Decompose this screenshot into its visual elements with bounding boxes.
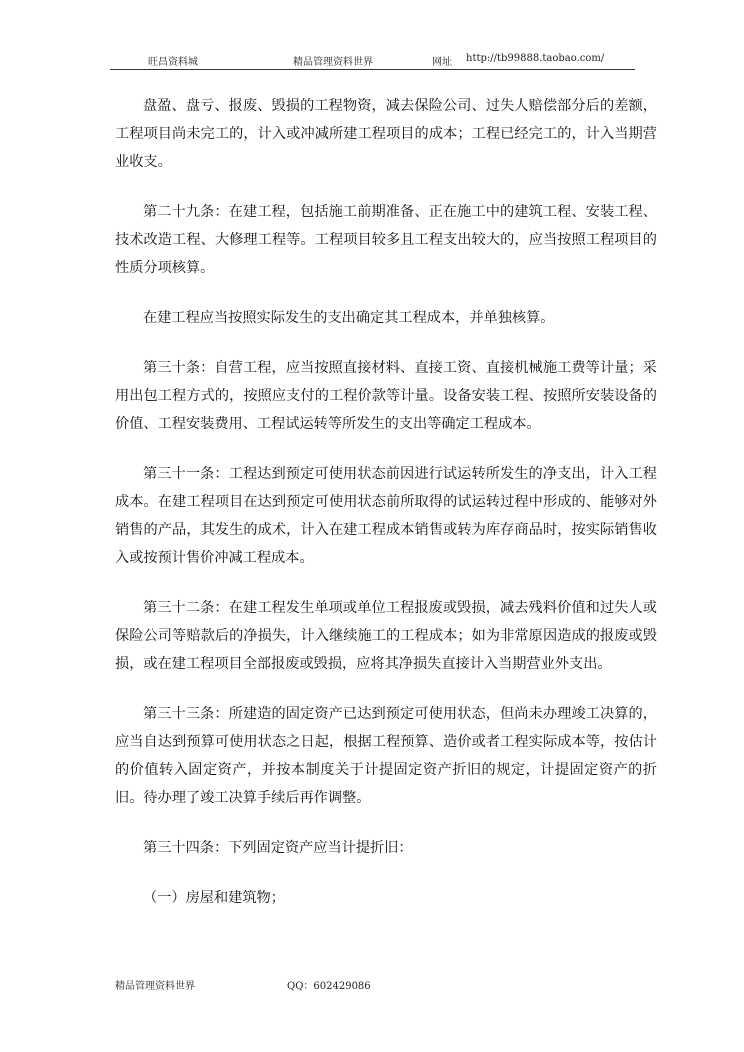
footer-qq: QQ：602429086 xyxy=(287,981,371,992)
list-item-1: （一）房屋和建筑物； xyxy=(143,890,285,906)
paragraph-1: 盘盈、盘亏、报废、毁损的工程物资，减去保险公司、过失人赔偿部分后的差额，工程项目尚未完工的，计入或冲减所建工程项目的成本；工程已经完工的，计入当期营业收支。 xyxy=(115,98,657,170)
paragraph-article-31: 第三十一条：工程达到预定可使用状态前因进行试运转所发生的净支出，计入工程成本。在建工程项目在达到预定可使用状态前所取得的试运转过程中形成的、能够对外销售的产品，其发生的成术，计入在建工程成本销售或转为库存商品时，按实际销售收入或按预计售价冲减工程成本。 xyxy=(115,466,657,566)
header-url-link[interactable]: http://tb99888.taobao.com/ xyxy=(466,53,605,64)
paragraph-article-34: 第三十四条：下列固定资产应当计提折旧： xyxy=(143,840,413,856)
document-body xyxy=(115,92,657,934)
page-footer xyxy=(115,977,635,993)
footer-title: 精品管理资料世界 xyxy=(115,981,195,992)
header-title: 精品管理资料世界 xyxy=(293,57,373,68)
paragraph-article-32: 第三十二条：在建工程发生单项或单位工程报废或毁损，减去残料价值和过失人或保险公司等赔款后的净损失，计入继续施工的工程成本；如为非常原因造成的报废或毁损，或在建工程项目全部报废或毁损，应将其净损失直接计入当期营业外支出。 xyxy=(115,600,657,672)
header-divider xyxy=(110,69,635,70)
header-site-name: 旺昌资料城 xyxy=(148,57,198,68)
header-url-label: 网址 xyxy=(432,57,452,68)
paragraph-article-33: 第三十三条：所建造的固定资产已达到预定可使用状态，但尚未办理竣工决算的，应当自达到预算可使用状态之日起，根据工程预算、造价或者工程实际成本等，按估计的价值转入固定资产，并按本制度关于计提固定资产折旧的规定，计提固定资产的折旧。待办理了竣工决算手续后再作调整。 xyxy=(115,706,657,806)
paragraph-article-30: 第三十条：自营工程，应当按照直接材料、直接工资、直接机械施工费等计量；采用出包工程方式的，按照应支付的工程价款等计量。设备安装工程、按照所安装设备的价值、工程安装费用、工程试运转等所发生的支出等确定工程成本。 xyxy=(115,360,657,432)
paragraph-3: 在建工程应当按照实际发生的支出确定其工程成本，并单独核算。 xyxy=(143,310,555,326)
paragraph-article-29: 第二十九条：在建工程，包括施工前期准备、正在施工中的建筑工程、安装工程、技术改造工程、大修理工程等。工程项目较多且工程支出较大的，应当按照工程项目的性质分项核算。 xyxy=(115,204,657,276)
